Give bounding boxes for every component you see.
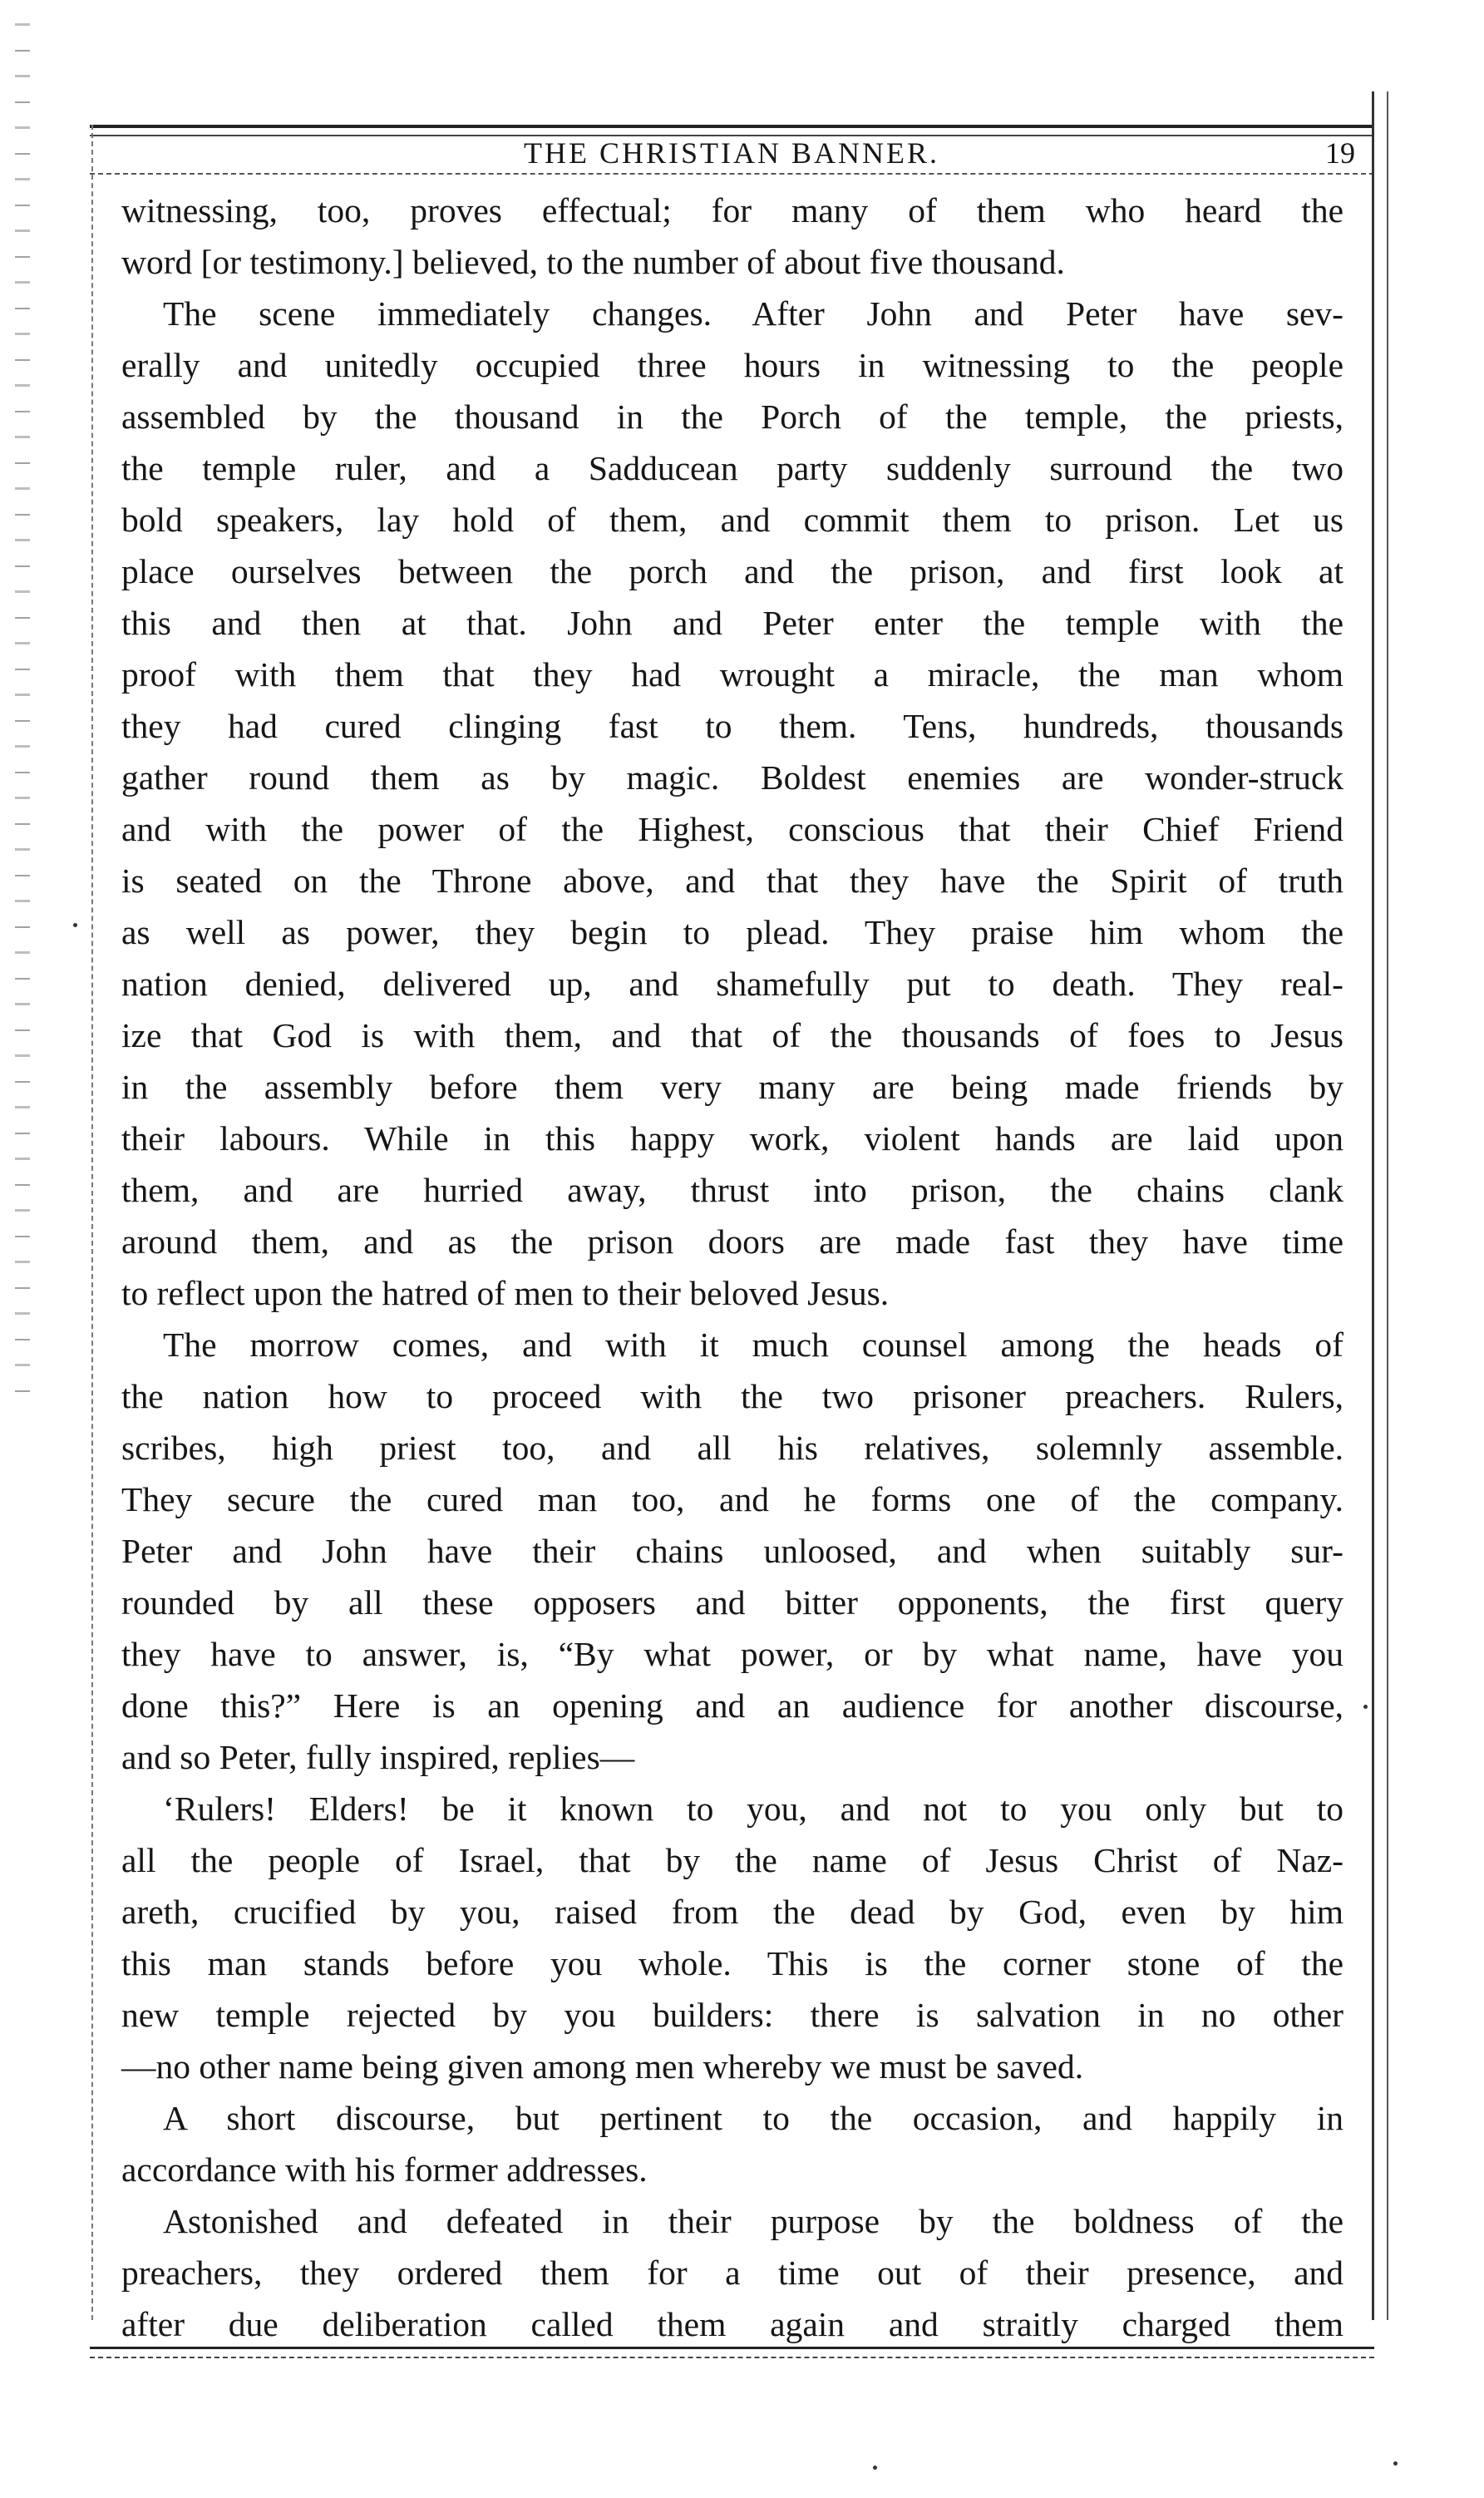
text-line: all the people of Israel, that by the name of Jesus Christ of Naz- [121, 1841, 1343, 1879]
text-line: accordance with his former addresses. [121, 2150, 648, 2189]
text-line: is seated on the Throne above, and that they have the Spirit of truth [121, 861, 1343, 900]
text-line: and with the power of the Highest, conscious that their Chief Friend [121, 810, 1343, 848]
bottom-rule-inner [90, 2357, 1374, 2358]
top-rule [90, 125, 1374, 128]
text-line: proof with them that they had wrought a miracle, the man whom [121, 655, 1343, 694]
text-line: to reflect upon the hatred of men to their beloved Jesus. [121, 1274, 890, 1312]
text-line: new temple rejected by you builders: there is salvation in no other [121, 1996, 1343, 2034]
text-line: in the assembly before them very many are being made friends by [121, 1068, 1343, 1106]
text-line: —no other name being given among men whereby we must be saved. [121, 2047, 1084, 2086]
text-line: erally and unitedly occupied three hours in witnessing to the people [121, 346, 1343, 384]
text-line: the nation how to proceed with the two prisoner preachers. Rulers, [121, 1377, 1343, 1415]
text-line: The scene immediately changes. After John and Peter have sev- [163, 294, 1343, 333]
text-line: bold speakers, lay hold of them, and commit them to prison. Let us [121, 501, 1343, 539]
text-line: done this?” Here is an opening and an audience for another discourse, [121, 1686, 1343, 1725]
text-line: after due deliberation called them again and straitly charged them [121, 2305, 1343, 2343]
text-line: them, and are hurried away, thrust into prison, the chains clank [121, 1171, 1343, 1209]
text-line: The morrow comes, and with it much counsel among the heads of [163, 1326, 1343, 1364]
text-line: word [or testimony.] believed, to the number of about five thousand. [121, 243, 1065, 281]
running-header [91, 133, 1372, 175]
scan-speck [873, 2466, 877, 2470]
text-line: they had cured clinging fast to them. Tens, hundreds, thousands [121, 707, 1343, 745]
text-line: place ourselves between the porch and the prison, and first look at [121, 552, 1343, 590]
article-body [121, 185, 1343, 2350]
binding-shadow [15, 0, 30, 1414]
scan-speck [1363, 1705, 1368, 1709]
text-line: They secure the cured man too, and he forms one of the company. [121, 1480, 1343, 1518]
text-line: witnessing, too, proves effectual; for many of them who heard the [121, 191, 1343, 230]
running-title: THE CHRISTIAN BANNER. [524, 136, 939, 170]
text-line: the temple ruler, and a Sadducean party suddenly surround the two [121, 449, 1343, 487]
text-line: preachers, they ordered them for a time out of their presence, and [121, 2254, 1343, 2292]
text-line: ‘Rulers! Elders! be it known to you, and not to you only but to [163, 1790, 1343, 1828]
text-line: and so Peter, fully inspired, replies— [121, 1738, 635, 1776]
text-line: their labours. While in this happy work, violent hands are laid upon [121, 1119, 1343, 1158]
right-rule-outer [1387, 91, 1388, 2320]
page-number: 19 [1325, 136, 1355, 170]
text-line: rounded by all these opposers and bitter opponents, the first query [121, 1583, 1343, 1622]
text-line: around them, and as the prison doors are made fast they have time [121, 1222, 1343, 1261]
text-line: assembled by the thousand in the Porch of the temple, the priests, [121, 397, 1343, 436]
text-line: Peter and John have their chains unloosed, and when suitably sur- [121, 1532, 1343, 1570]
text-line: gather round them as by magic. Boldest enemies are wonder-struck [121, 758, 1343, 797]
text-line: Astonished and defeated in their purpose by the boldness of the [163, 2202, 1343, 2240]
right-rule [1372, 91, 1374, 2320]
scan-speck [73, 923, 77, 927]
text-line: ize that God is with them, and that of the thousands of foes to Jesus [121, 1016, 1343, 1054]
left-rule [91, 125, 93, 2320]
scan-speck [1393, 2461, 1398, 2466]
text-line: scribes, high priest too, and all his relatives, solemnly assemble. [121, 1429, 1343, 1467]
text-line: this man stands before you whole. This is the corner stone of the [121, 1944, 1343, 1982]
text-line: A short discourse, but pertinent to the occasion, and happily in [163, 2099, 1343, 2137]
text-line: areth, crucified by you, raised from the dead by God, even by him [121, 1893, 1343, 1931]
text-line: nation denied, delivered up, and shamefully put to death. They real- [121, 965, 1343, 1003]
text-line: as well as power, they begin to plead. They praise him whom the [121, 913, 1343, 951]
text-line: this and then at that. John and Peter enter the temple with the [121, 604, 1343, 642]
text-line: they have to answer, is, “By what power, or by what name, have you [121, 1635, 1343, 1673]
